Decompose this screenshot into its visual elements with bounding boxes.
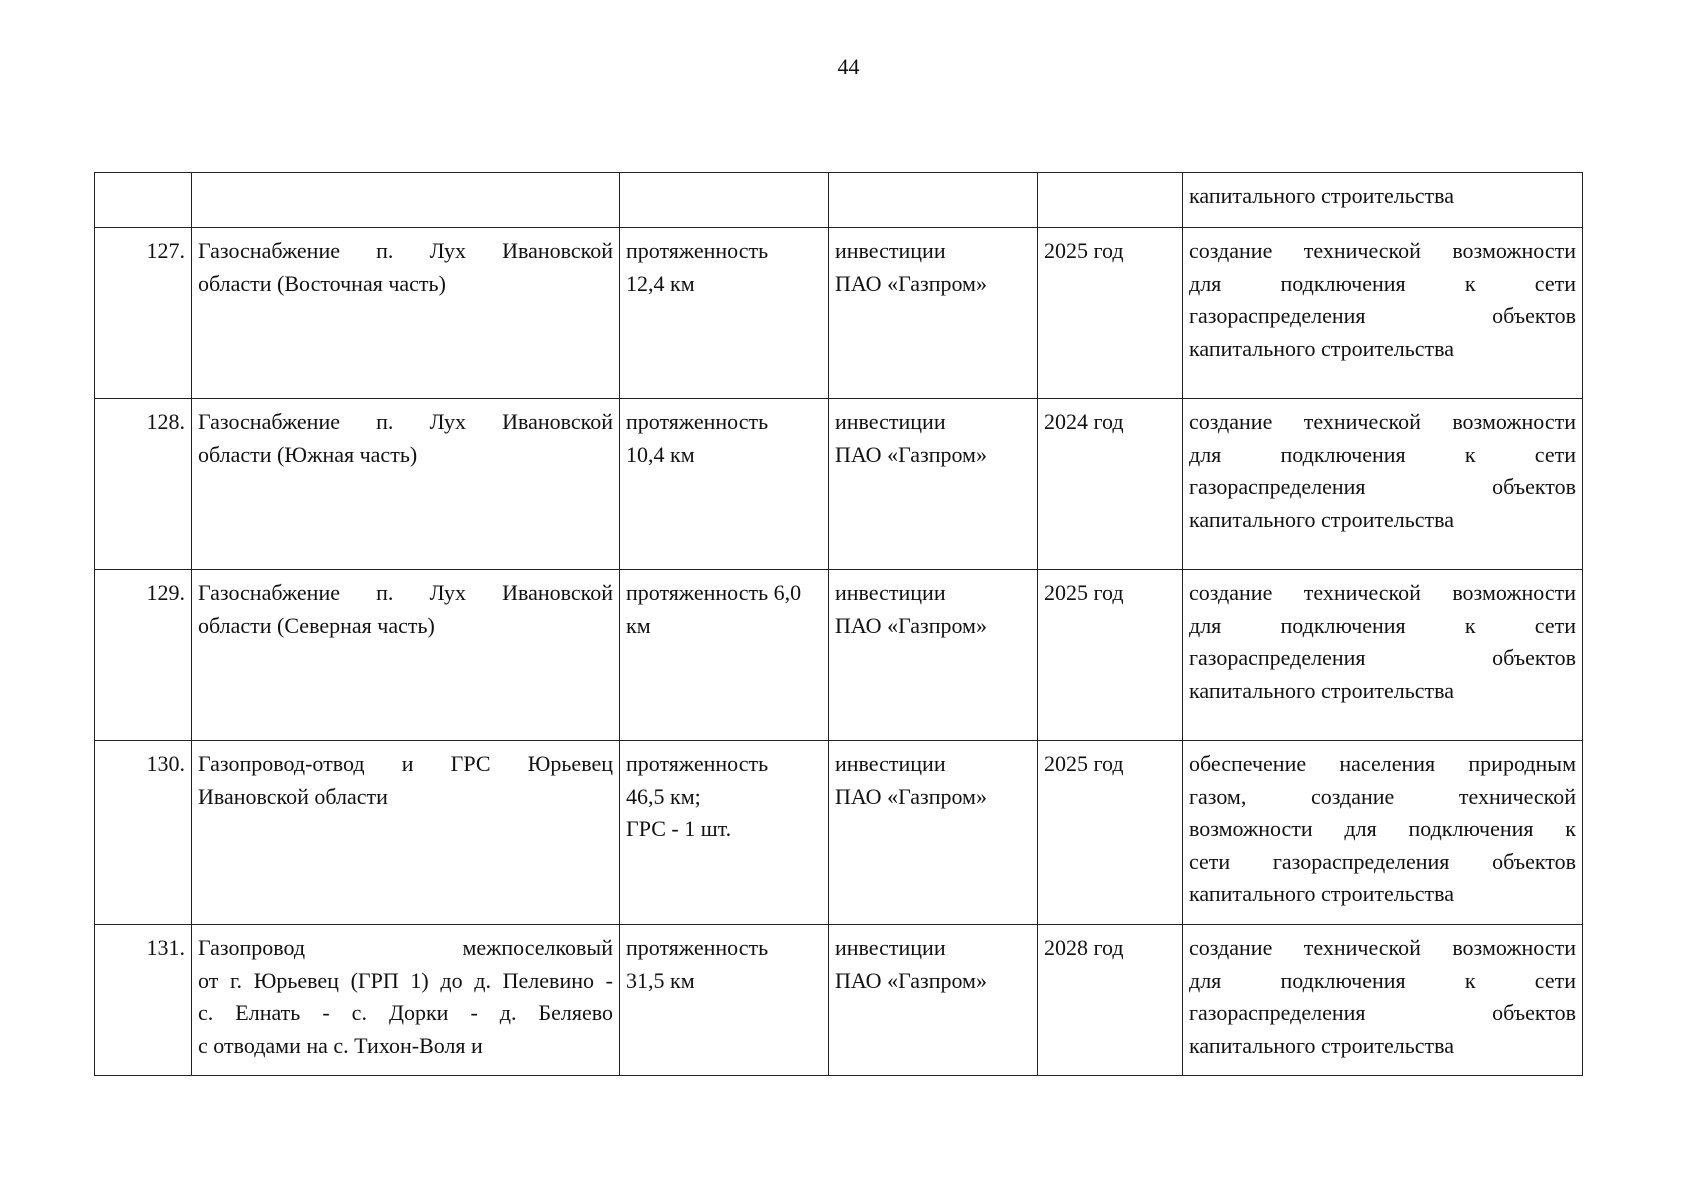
parameter-cell — [620, 173, 829, 228]
table-row — [95, 228, 1583, 399]
year-cell: 2024 год — [1038, 399, 1183, 570]
purpose-line: газораспределения объектов — [1189, 474, 1576, 499]
table-row — [95, 925, 1583, 1076]
object-name-cell — [192, 399, 620, 570]
parameter-cell — [620, 570, 829, 741]
funding-source-line: инвестиции — [835, 580, 946, 605]
purpose-cell — [1183, 741, 1583, 925]
purpose-line: капитального строительства — [1189, 1032, 1455, 1058]
object-name-cell — [192, 228, 620, 399]
purpose-line: для подключения к сети — [1189, 612, 1576, 638]
funding-source-line: инвестиции — [835, 238, 946, 263]
parameter-line: протяженность 6,0 — [626, 580, 802, 605]
parameter-line: ГРС - 1 шт. — [626, 816, 732, 841]
purpose-line: для подключения к сети — [1189, 441, 1576, 467]
purpose-line: создание технической возможности — [1189, 580, 1576, 605]
funding-source-cell — [829, 228, 1038, 399]
table-row-continuation — [95, 173, 1583, 228]
funding-source-line: ПАО «Газпром» — [835, 612, 987, 638]
parameter-line: 12,4 км — [626, 270, 695, 296]
parameter-cell — [620, 741, 829, 925]
row-number-cell — [95, 173, 192, 228]
purpose-line: для подключения к сети — [1189, 270, 1576, 296]
year-cell: 2025 год — [1038, 228, 1183, 399]
funding-source-line: инвестиции — [835, 935, 946, 960]
purpose-line: создание технической возможности — [1189, 935, 1576, 960]
parameter-line: км — [626, 612, 651, 638]
object-name-line: Газопровод-отвод и ГРС Юрьевец — [198, 751, 613, 776]
row-number-cell: 131. — [95, 925, 192, 1076]
parameter-line: протяженность — [626, 238, 769, 263]
funding-source-cell — [829, 570, 1038, 741]
parameter-cell — [620, 925, 829, 1076]
object-name-line: области (Северная часть) — [198, 612, 435, 638]
table-row — [95, 741, 1583, 925]
purpose-line: газораспределения объектов — [1189, 303, 1576, 328]
object-name-cell — [192, 570, 620, 741]
purpose-line: возможности для подключения к — [1189, 816, 1576, 841]
purpose-line: газораспределения объектов — [1189, 645, 1576, 670]
parameter-line: 31,5 км — [626, 967, 695, 993]
object-name-line: Газопровод межпоселковый — [198, 935, 613, 960]
purpose-cell — [1183, 173, 1583, 228]
funding-source-cell — [829, 173, 1038, 228]
year-cell — [1038, 173, 1183, 228]
parameter-cell — [620, 228, 829, 399]
funding-source-cell — [829, 741, 1038, 925]
purpose-line: газораспределения объектов — [1189, 1000, 1576, 1025]
funding-source-line: инвестиции — [835, 751, 946, 776]
purpose-line: для подключения к сети — [1189, 967, 1576, 993]
purpose-cell — [1183, 399, 1583, 570]
funding-source-line: ПАО «Газпром» — [835, 441, 987, 467]
row-number-cell: 130. — [95, 741, 192, 925]
parameter-line: протяженность — [626, 409, 769, 434]
purpose-cell — [1183, 925, 1583, 1076]
purpose-line: сети газораспределения объектов — [1189, 848, 1576, 874]
purpose-line: капитального строительства — [1189, 183, 1455, 208]
funding-source-line: ПАО «Газпром» — [835, 967, 987, 993]
purpose-line: капитального строительства — [1189, 335, 1455, 361]
parameter-line: 10,4 км — [626, 441, 695, 467]
object-name-line: от г. Юрьевец (ГРП 1) до д. Пелевино - — [198, 967, 613, 993]
object-name-line: с отводами на с. Тихон-Воля и — [198, 1032, 483, 1058]
object-name-cell — [192, 741, 620, 925]
purpose-line: капитального строительства — [1189, 506, 1455, 532]
object-name-line: Газоснабжение п. Лух Ивановской — [198, 580, 613, 605]
object-name-line: Газоснабжение п. Лух Ивановской — [198, 238, 613, 263]
object-name-line: с. Елнать - с. Дорки - д. Беляево — [198, 1000, 613, 1025]
purpose-line: обеспечение населения природным — [1189, 751, 1576, 776]
object-name-line: Газоснабжение п. Лух Ивановской — [198, 409, 613, 434]
year-cell: 2025 год — [1038, 741, 1183, 925]
object-name-line: области (Южная часть) — [198, 441, 418, 467]
table-row — [95, 570, 1583, 741]
row-number-cell: 128. — [95, 399, 192, 570]
row-number-cell: 127. — [95, 228, 192, 399]
infrastructure-table — [94, 172, 1583, 1076]
parameter-line: протяженность — [626, 751, 769, 776]
page-number: 44 — [837, 54, 860, 79]
purpose-cell — [1183, 228, 1583, 399]
object-name-cell — [192, 173, 620, 228]
parameter-cell — [620, 399, 829, 570]
funding-source-cell — [829, 925, 1038, 1076]
funding-source-line: ПАО «Газпром» — [835, 783, 987, 809]
year-cell: 2028 год — [1038, 925, 1183, 1076]
funding-source-line: инвестиции — [835, 409, 946, 434]
funding-source-cell — [829, 399, 1038, 570]
purpose-line: создание технической возможности — [1189, 409, 1576, 434]
purpose-line: капитального строительства — [1189, 881, 1455, 906]
purpose-line: газом, создание технической — [1189, 783, 1576, 809]
parameter-line: 46,5 км; — [626, 783, 701, 809]
object-name-line: области (Восточная часть) — [198, 270, 446, 296]
purpose-cell — [1183, 570, 1583, 741]
year-cell: 2025 год — [1038, 570, 1183, 741]
parameter-line: протяженность — [626, 935, 769, 960]
object-name-line: Ивановской области — [198, 783, 388, 809]
row-number-cell: 129. — [95, 570, 192, 741]
purpose-line: капитального строительства — [1189, 677, 1455, 703]
funding-source-line: ПАО «Газпром» — [835, 270, 987, 296]
purpose-line: создание технической возможности — [1189, 238, 1576, 263]
object-name-cell — [192, 925, 620, 1076]
table-row — [95, 399, 1583, 570]
